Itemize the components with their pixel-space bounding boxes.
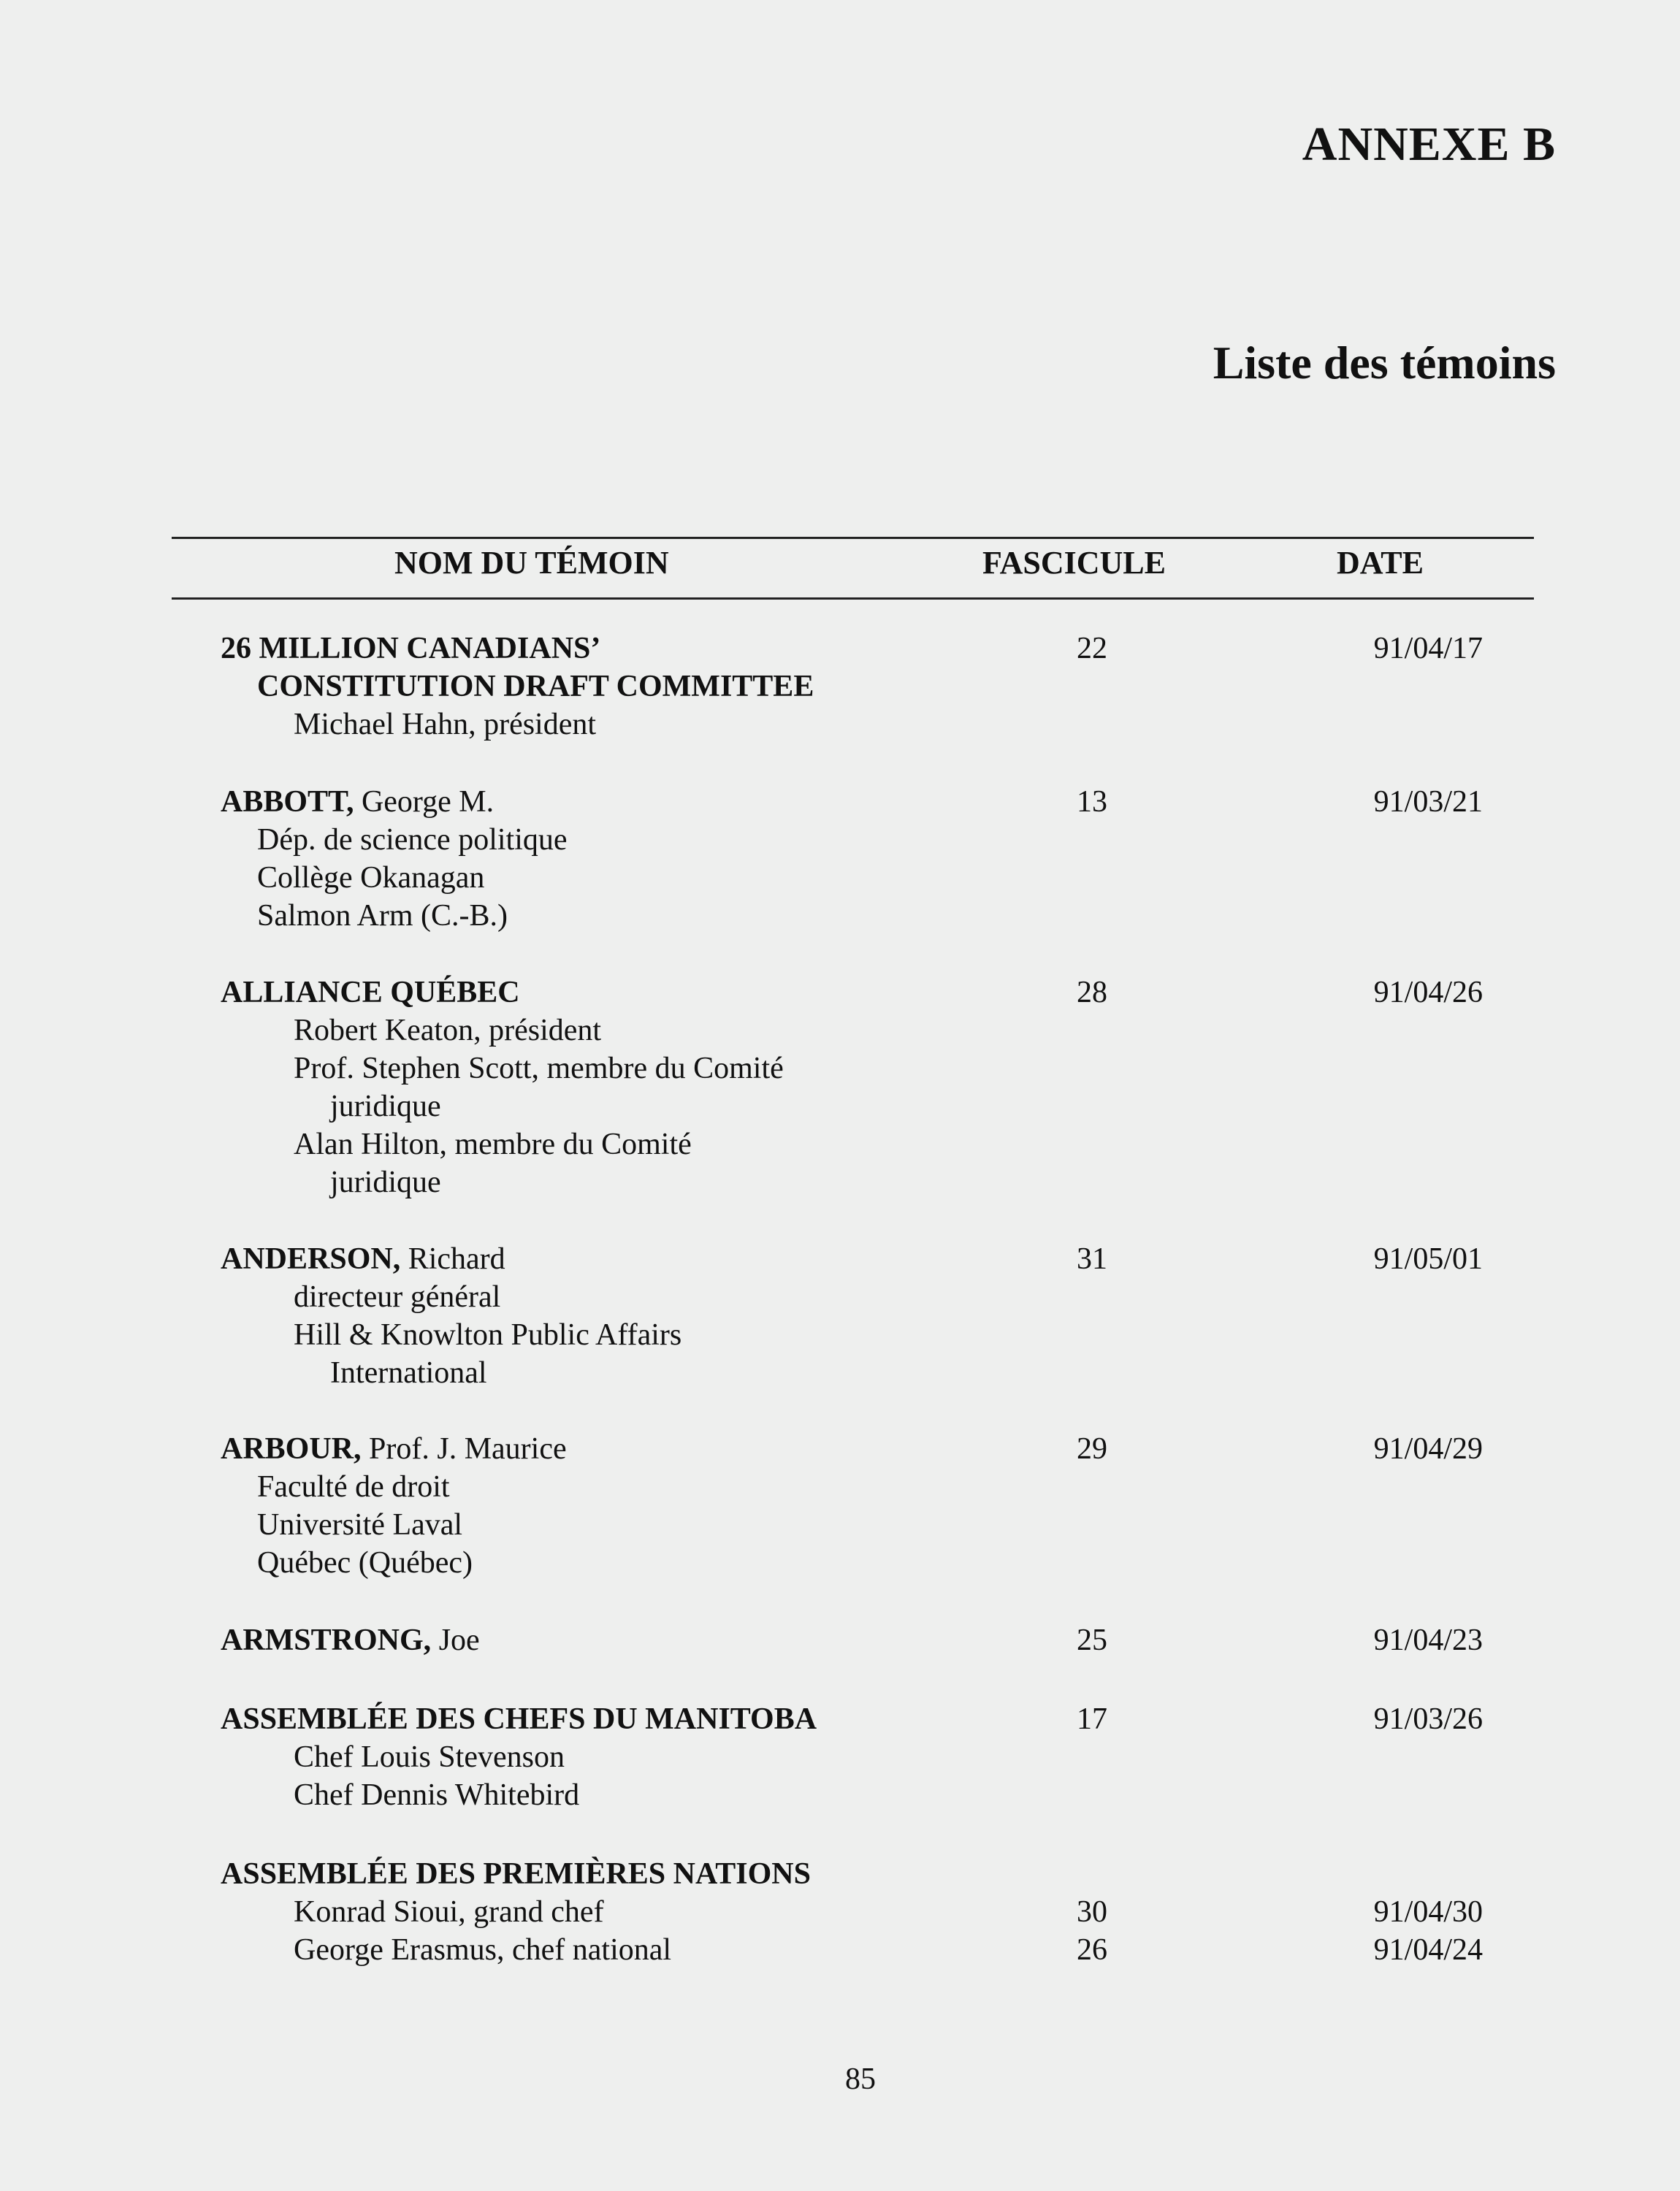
hearing-date: 91/04/17 bbox=[1373, 632, 1483, 665]
hearing-date: 91/03/26 bbox=[1373, 1702, 1483, 1736]
list-title: Liste des témoins bbox=[1213, 337, 1556, 389]
witness-detail: Québec (Québec) bbox=[257, 1546, 473, 1580]
witness-detail: Prof. Stephen Scott, membre du Comité bbox=[294, 1052, 784, 1085]
witness-detail: Alan Hilton, membre du Comité bbox=[294, 1128, 692, 1161]
witness-detail: Robert Keaton, président bbox=[294, 1014, 602, 1047]
witness-name-block bbox=[221, 1621, 951, 1659]
witness-name-block bbox=[221, 974, 988, 1201]
witness-name: ARMSTRONG, bbox=[221, 1624, 432, 1657]
witness-name-block bbox=[221, 1700, 1061, 1814]
witness-detail: Salmon Arm (C.-B.) bbox=[257, 899, 508, 933]
witness-detail: CONSTITUTION DRAFT COMMITTEE bbox=[257, 670, 814, 703]
witness-detail: George Erasmus, chef national bbox=[294, 1933, 672, 1967]
fascicule-number: 13 bbox=[1077, 785, 1107, 819]
witness-detail: Collège Okanagan bbox=[257, 861, 485, 895]
fascicule-number: 25 bbox=[1077, 1624, 1107, 1657]
witness-name-block bbox=[221, 630, 951, 743]
column-header-date: DATE bbox=[1337, 545, 1424, 581]
witness-detail: Hill & Knowlton Public Affairs bbox=[294, 1318, 682, 1352]
header-bottom-rule bbox=[172, 597, 1534, 600]
witness-detail: directeur général bbox=[294, 1280, 501, 1314]
witness-name: ABBOTT, bbox=[221, 785, 354, 819]
witness-detail: Michael Hahn, président bbox=[294, 708, 597, 741]
fascicule-number: 22 bbox=[1077, 632, 1107, 665]
hearing-date: 91/05/01 bbox=[1373, 1242, 1483, 1276]
fascicule-number: 30 bbox=[1077, 1895, 1107, 1929]
column-header-name: NOM DU TÉMOIN bbox=[394, 545, 669, 581]
witness-name: ALLIANCE QUÉBEC bbox=[221, 976, 520, 1009]
hearing-date: 91/03/21 bbox=[1373, 785, 1483, 819]
witness-name-block bbox=[221, 1855, 1061, 1969]
witness-detail: juridique bbox=[330, 1090, 441, 1123]
witness-detail: Dép. de science politique bbox=[257, 823, 568, 857]
witness-given-name: Joe bbox=[431, 1624, 480, 1657]
witness-given-name: George M. bbox=[354, 785, 495, 819]
hearing-date: 91/04/29 bbox=[1373, 1432, 1483, 1466]
fascicule-number: 26 bbox=[1077, 1933, 1107, 1967]
fascicule-number: 31 bbox=[1077, 1242, 1107, 1276]
witness-detail: International bbox=[330, 1356, 487, 1390]
fascicule-number: 29 bbox=[1077, 1432, 1107, 1466]
header-top-rule bbox=[172, 537, 1534, 539]
column-header-fascicule: FASCICULE bbox=[982, 545, 1167, 581]
witness-name: ARBOUR, bbox=[221, 1432, 362, 1466]
fascicule-number: 17 bbox=[1077, 1702, 1107, 1736]
hearing-date: 91/04/24 bbox=[1373, 1933, 1483, 1967]
fascicule-number: 28 bbox=[1077, 976, 1107, 1009]
witness-name-block bbox=[221, 783, 951, 935]
hearing-date: 91/04/23 bbox=[1373, 1624, 1483, 1657]
witness-name: ASSEMBLÉE DES CHEFS DU MANITOBA bbox=[221, 1702, 817, 1736]
witness-detail: juridique bbox=[330, 1166, 441, 1199]
witness-detail: Konrad Sioui, grand chef bbox=[294, 1895, 604, 1929]
page-number: 85 bbox=[845, 2062, 876, 2096]
witness-detail: Faculté de droit bbox=[257, 1470, 450, 1504]
witness-name: ANDERSON, bbox=[221, 1242, 401, 1276]
hearing-date: 91/04/26 bbox=[1373, 976, 1483, 1009]
witness-name-block bbox=[221, 1240, 951, 1392]
table-header bbox=[0, 544, 1680, 588]
witness-name: ASSEMBLÉE DES PREMIÈRES NATIONS bbox=[221, 1857, 811, 1891]
witness-name: 26 MILLION CANADIANS’ bbox=[221, 632, 601, 665]
witness-detail: Chef Dennis Whitebird bbox=[294, 1778, 580, 1812]
witness-name-block bbox=[221, 1430, 951, 1582]
witness-detail: Université Laval bbox=[257, 1508, 463, 1542]
witness-detail: Chef Louis Stevenson bbox=[294, 1740, 565, 1774]
witness-given-name: Prof. J. Maurice bbox=[361, 1432, 567, 1466]
annex-title: ANNEXE B bbox=[1302, 118, 1556, 171]
witness-given-name: Richard bbox=[400, 1242, 505, 1276]
hearing-date: 91/04/30 bbox=[1373, 1895, 1483, 1929]
